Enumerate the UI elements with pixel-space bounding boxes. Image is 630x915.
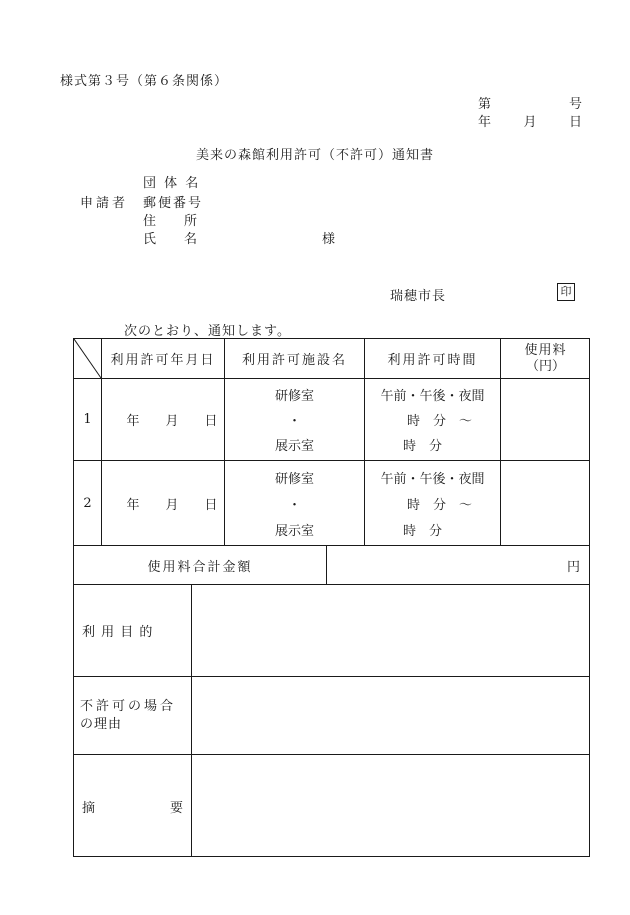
row-2-facility-separator: ・ (287, 497, 301, 513)
issuer-title: 瑞穂市長 (390, 289, 447, 304)
header-facility: 利用許可施設名 (241, 353, 347, 368)
total-fee-label: 使用料合計金額 (147, 559, 253, 575)
row-1-date: 年 月 日 (126, 414, 218, 429)
usage-table (73, 338, 590, 857)
document-title: 美来の森館利用許可（不許可）通知書 (195, 148, 434, 163)
purpose-label: 利 用 目 的 (82, 625, 154, 640)
row-2-date: 年 月 日 (126, 497, 218, 513)
row-2-time-to: 時 分 (402, 523, 442, 539)
remarks-label (74, 755, 191, 857)
applicant-label: 申請者 (80, 196, 129, 211)
header-fee-unit: （円） (525, 358, 565, 374)
remarks-label-char-2: 要 (169, 800, 183, 816)
header-corner-diagonal (74, 339, 102, 379)
reason-label (74, 677, 191, 754)
field-name (143, 228, 199, 247)
reason-label-line-1: 不許可の場合 (80, 698, 177, 714)
number-prefix: 第 (478, 97, 492, 112)
row-2-facility (225, 461, 364, 545)
row-2-facility-training-room: 研修室 (274, 471, 314, 487)
row-2-number: 2 (83, 495, 92, 511)
honorific-sama: 様 (322, 232, 336, 247)
row-1-time-from: 時 分 ～ (406, 414, 472, 429)
form-label: 様式第３号（第６条関係） (60, 74, 229, 89)
header-time: 利用許可時間 (387, 353, 478, 368)
row-2-time (365, 461, 500, 545)
vline-labels (191, 584, 192, 857)
remarks-label-char-1: 摘 (82, 800, 96, 816)
header-fee (501, 339, 590, 378)
row-1-time-to: 時 分 (402, 439, 442, 454)
field-address (143, 210, 199, 229)
date-year: 年 (478, 115, 492, 130)
field-group-name: 団 体 名 (143, 176, 201, 191)
field-name-char-2: 名 (183, 232, 199, 247)
row-1-time-period: 午前・午後・夜間 (380, 389, 485, 404)
field-address-char-2: 所 (183, 214, 199, 229)
date-month: 月 (523, 115, 537, 130)
field-name-char-1: 氏 (143, 232, 159, 247)
row-1-facility-exhibition-room: 展示室 (274, 439, 314, 454)
row-1-facility-training-room: 研修室 (274, 389, 314, 404)
row-1-facility-separator: ・ (287, 414, 301, 429)
row-2-facility-exhibition-room: 展示室 (274, 523, 314, 539)
number-suffix: 号 (568, 97, 582, 112)
total-fee-unit: 円 (566, 559, 580, 575)
document-number-line (478, 93, 582, 112)
intro-text: 次のとおり、通知します。 (124, 324, 291, 339)
seal-mark: 印 (557, 283, 575, 301)
row-1-time (365, 379, 500, 460)
date-line (478, 111, 582, 130)
row-1-number: 1 (83, 412, 92, 427)
row-2-time-period: 午前・午後・夜間 (380, 471, 485, 487)
field-postal-code: 郵便番号 (143, 196, 204, 211)
row-2-time-from: 時 分 ～ (406, 497, 472, 513)
reason-label-line-2: の理由 (80, 716, 123, 732)
date-day: 日 (568, 115, 582, 130)
field-address-char-1: 住 (143, 214, 159, 229)
header-fee-label: 使用料 (524, 342, 567, 358)
row-1-facility (225, 379, 364, 460)
header-date: 利用許可年月日 (110, 353, 216, 368)
